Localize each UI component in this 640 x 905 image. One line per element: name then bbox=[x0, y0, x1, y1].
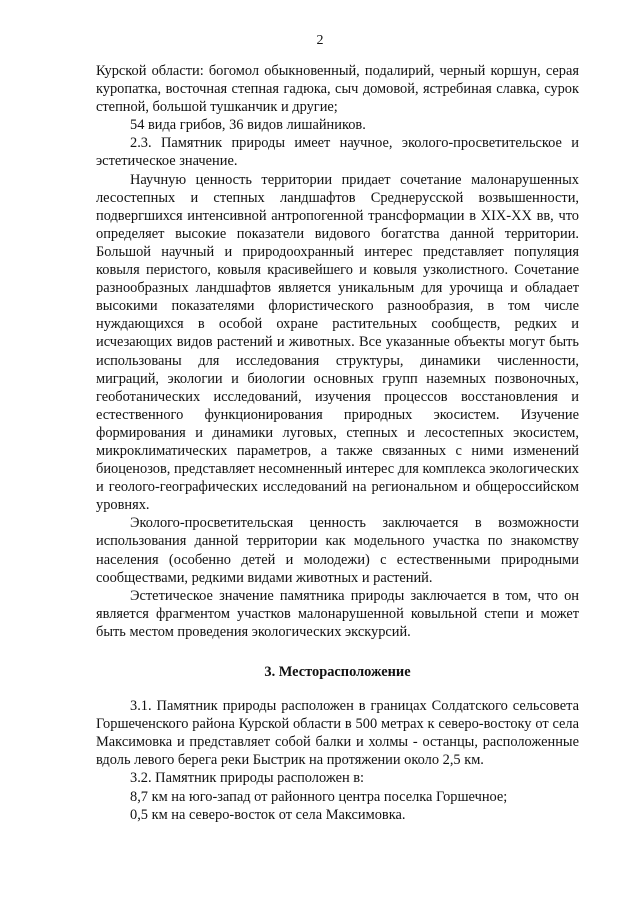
paragraph-scientific-value: Научную ценность территории придает сочетание малонарушенных лесостепных и степных ландшафтов Среднерусской возвышенности, подвергшихся интенсивной антропогенной трансформации в XIX-XX вв, что определяет высокие показатели видового богатства данной территории. Большой научный и природоохранный интерес представляет популяция ковыля перистого, ковыля красивейшего и ковыля узколистного. Сочетание разнообразных ландшафтов является уникальным для урочища и обладает высокими показателями флористического разнообразия, в том числе нуждающихся в особой охране растительных сообществ, редких и исчезающих видов растений и животных. Все указанные объекты могут быть использованы для исследования структуры, динамики численности, миграций, экологии и биологии основных групп наземных позвоночных, геоботанических исследований, изучения процессов восстановления и естественного функционирования природных экосистем. Изучение формирования и динамики луговых, степных и лесостепных экосистем, микроклиматических параметров, а также связанных с ними изменений биоценозов, представляет несомненный интерес для комплекса экологических и геолого-географических исследований на региональном и общероссийском уровнях. bbox=[96, 171, 579, 514]
paragraph-aesthetic-value: Эстетическое значение памятника природы заключается в том, что он является фрагментом участков малонарушенной ковыльной степи и может быть местом проведения экологических экскурсий. bbox=[96, 587, 579, 640]
paragraph-3-2: 3.2. Памятник природы расположен в: bbox=[130, 770, 365, 787]
paragraph-educational-value: Эколого-просветительская ценность заключается в возможности использования данной территории как модельного участка по знакомству населения (особенно детей и молодежи) с естественными природными сообществами, редкими видами животных и растений. bbox=[96, 515, 579, 586]
page-number: 2 bbox=[316, 33, 324, 48]
spacer bbox=[96, 681, 579, 697]
paragraph-3-1: 3.1. Памятник природы расположен в границах Солдатского сельсовета Горшеченского района Курской области в 500 метрах к северо-востоку от села Максимовка и представляет собой балки и холмы - останцы, расположенные вдоль левого берега реки Быстрик на протяжении около 2,5 км. bbox=[96, 698, 579, 769]
paragraph-distance-gorshechnoe: 8,7 км на юго-запад от районного центра поселка Горшечное; bbox=[130, 788, 508, 805]
paragraph-fungi-lichens: 54 вида грибов, 36 видов лишайников. bbox=[130, 117, 366, 134]
paragraph-species-list: Курской области: богомол обыкновенный, подалирий, черный коршун, серая куропатка, восточная степная гадюка, сыч домовой, ястребиная славка, сурок степной, большой тушканчик и другие; bbox=[96, 63, 579, 116]
document-body bbox=[96, 62, 579, 824]
section-heading: 3. Месторасположение bbox=[264, 664, 411, 680]
paragraph-2-3: 2.3. Памятник природы имеет научное, эколого-просветительское и эстетическое значение. bbox=[96, 135, 579, 170]
spacer bbox=[96, 641, 579, 663]
paragraph-distance-maksimovka: 0,5 км на северо-восток от села Максимовка. bbox=[130, 806, 406, 823]
